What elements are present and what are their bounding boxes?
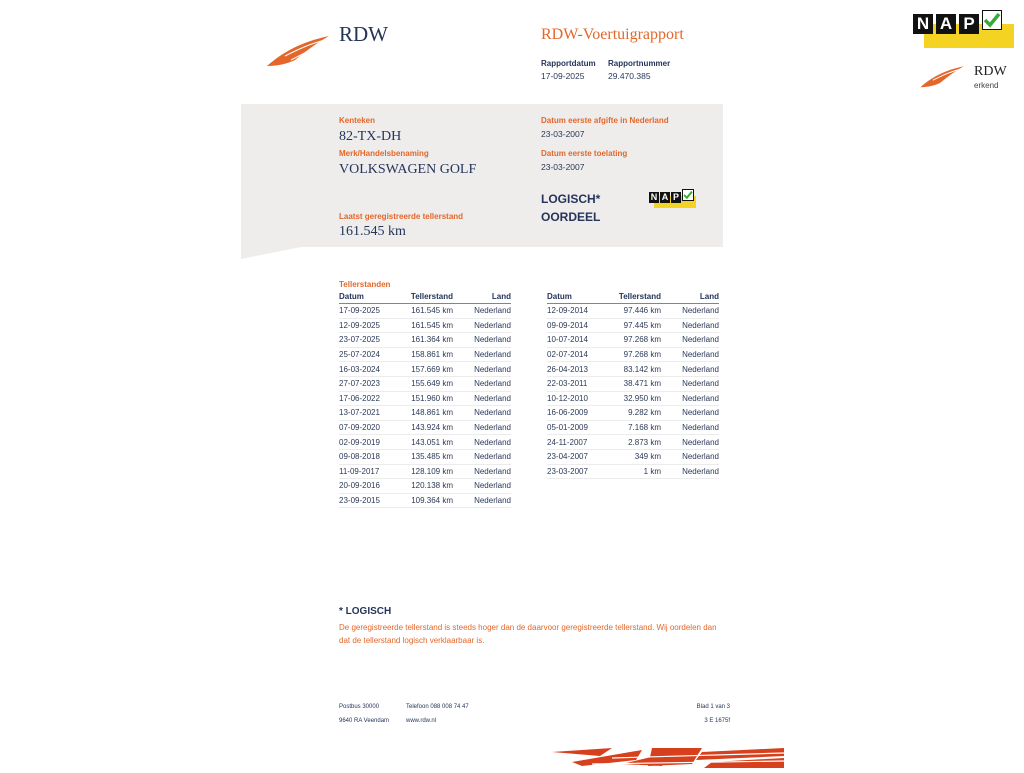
cell-date: 26-04-2013 <box>547 362 609 377</box>
cell-country: Nederland <box>453 449 511 464</box>
odometer-section-title: Tellerstanden <box>339 280 391 289</box>
table-row <box>339 362 511 377</box>
table-row <box>547 333 719 348</box>
cell-mileage: 161.545 km <box>401 304 453 319</box>
mileage-value: 161.545 km <box>339 224 406 239</box>
column-header-date: Datum <box>547 292 609 304</box>
first-admission-label: Datum eerste toelating <box>541 149 628 158</box>
table-row <box>339 464 511 479</box>
cell-country: Nederland <box>453 318 511 333</box>
rdw-logo-text: RDW <box>339 22 388 46</box>
mileage-label: Laatst geregistreerde tellerstand <box>339 212 464 221</box>
nap-letter: P <box>672 192 679 202</box>
make-value: VOLKSWAGEN GOLF <box>339 162 477 177</box>
cell-date: 02-09-2019 <box>339 435 401 450</box>
cell-date: 20-09-2016 <box>339 479 401 494</box>
footer-code: 3 E 1675f <box>704 718 730 724</box>
cell-mileage: 97.268 km <box>609 333 661 348</box>
cell-country: Nederland <box>661 362 719 377</box>
cell-date: 23-09-2015 <box>339 493 401 508</box>
cell-country: Nederland <box>661 376 719 391</box>
cell-mileage: 109.364 km <box>401 493 453 508</box>
cell-mileage: 97.445 km <box>609 318 661 333</box>
cell-country: Nederland <box>453 406 511 421</box>
rdw-erkend-subtext: erkend <box>974 81 999 90</box>
table-row <box>339 420 511 435</box>
cell-date: 10-12-2010 <box>547 391 609 406</box>
report-date-label: Rapportdatum <box>541 59 596 68</box>
footnote-title: * LOGISCH <box>339 606 392 617</box>
footer-web-link[interactable]: www.rdw.nl <box>406 718 437 724</box>
make-label: Merk/Handelsbenaming <box>339 149 429 158</box>
footer-page-number: Blad 1 van 3 <box>696 704 730 710</box>
cell-mileage: 158.861 km <box>401 347 453 362</box>
cell-date: 16-03-2024 <box>339 362 401 377</box>
rdw-wing-icon <box>265 30 331 70</box>
table-row <box>339 304 511 319</box>
first-nl-label: Datum eerste afgifte in Nederland <box>541 116 669 125</box>
cell-country: Nederland <box>453 304 511 319</box>
table-row <box>339 435 511 450</box>
cell-country: Nederland <box>453 479 511 494</box>
table-row <box>339 333 511 348</box>
cell-country: Nederland <box>453 464 511 479</box>
report-date: 17-09-2025 <box>541 71 585 81</box>
plate-label: Kenteken <box>339 116 376 125</box>
table-row <box>547 347 719 362</box>
table-row <box>547 406 719 421</box>
cell-country: Nederland <box>661 435 719 450</box>
cell-date: 13-07-2021 <box>339 406 401 421</box>
cell-date: 10-07-2014 <box>547 333 609 348</box>
footer-city: 9640 RA Veendam <box>339 718 390 724</box>
rdw-erkend-text: RDW <box>974 64 1007 79</box>
cell-date: 12-09-2025 <box>339 318 401 333</box>
cell-mileage: 120.138 km <box>401 479 453 494</box>
table-row <box>339 376 511 391</box>
cell-mileage: 143.051 km <box>401 435 453 450</box>
cell-date: 11-09-2017 <box>339 464 401 479</box>
report-number-label: Rapportnummer <box>608 59 671 68</box>
cell-country: Nederland <box>453 435 511 450</box>
rdw-erkend-logo <box>917 62 1017 92</box>
rdw-stripes-graphic <box>552 746 784 768</box>
cell-country: Nederland <box>453 362 511 377</box>
rdw-wing-icon <box>917 62 967 90</box>
cell-date: 23-03-2007 <box>547 464 609 479</box>
cell-mileage: 143.924 km <box>401 420 453 435</box>
cell-mileage: 161.545 km <box>401 318 453 333</box>
cell-country: Nederland <box>453 391 511 406</box>
column-header-country: Land <box>661 292 719 304</box>
cell-date: 02-07-2014 <box>547 347 609 362</box>
footnote-line2: dat de tellerstand logisch verklaarbaar is. <box>339 636 485 645</box>
cell-date: 24-11-2007 <box>547 435 609 450</box>
cell-mileage: 97.268 km <box>609 347 661 362</box>
table-row <box>339 479 511 494</box>
cell-country: Nederland <box>453 420 511 435</box>
table-header-row <box>547 292 719 304</box>
cell-date: 05-01-2009 <box>547 420 609 435</box>
cell-mileage: 9.282 km <box>609 406 661 421</box>
cell-date: 09-09-2014 <box>547 318 609 333</box>
table-row <box>339 347 511 362</box>
vehicle-panel-tail <box>241 247 301 259</box>
cell-date: 07-09-2020 <box>339 420 401 435</box>
nap-letter: N <box>650 192 658 202</box>
cell-mileage: 32.950 km <box>609 391 661 406</box>
first-admission-value: 23-03-2007 <box>541 162 585 172</box>
column-header-date: Datum <box>339 292 401 304</box>
cell-mileage: 7.168 km <box>609 420 661 435</box>
cell-mileage: 128.109 km <box>401 464 453 479</box>
cell-country: Nederland <box>661 318 719 333</box>
table-row <box>547 376 719 391</box>
cell-date: 12-09-2014 <box>547 304 609 319</box>
table-row <box>547 449 719 464</box>
verdict-line1: LOGISCH* <box>541 192 601 206</box>
cell-date: 17-09-2025 <box>339 304 401 319</box>
nap-badge-small <box>649 189 697 209</box>
cell-country: Nederland <box>453 493 511 508</box>
cell-mileage: 2.873 km <box>609 435 661 450</box>
cell-country: Nederland <box>453 376 511 391</box>
cell-country: Nederland <box>661 464 719 479</box>
odometer-table-left <box>339 292 511 508</box>
cell-date: 23-07-2025 <box>339 333 401 348</box>
table-row <box>339 493 511 508</box>
column-header-mileage: Tellerstand <box>401 292 453 304</box>
table-row <box>547 420 719 435</box>
nap-letter: P <box>959 14 979 34</box>
cell-country: Nederland <box>661 406 719 421</box>
cell-mileage: 349 km <box>609 449 661 464</box>
cell-country: Nederland <box>661 420 719 435</box>
cell-country: Nederland <box>661 304 719 319</box>
footer-postbus: Postbus 30000 <box>339 704 380 710</box>
table-row <box>547 362 719 377</box>
rdw-logo <box>265 30 335 70</box>
table-row <box>339 449 511 464</box>
cell-country: Nederland <box>661 333 719 348</box>
table-row <box>339 391 511 406</box>
plate-value: 82-TX-DH <box>339 129 402 144</box>
odometer-table-right <box>547 292 719 479</box>
table-row <box>547 464 719 479</box>
cell-mileage: 148.861 km <box>401 406 453 421</box>
vehicle-panel <box>241 104 723 247</box>
first-nl-value: 23-03-2007 <box>541 129 585 139</box>
cell-date: 22-03-2011 <box>547 376 609 391</box>
cell-date: 09-08-2018 <box>339 449 401 464</box>
cell-date: 23-04-2007 <box>547 449 609 464</box>
table-row <box>339 406 511 421</box>
cell-country: Nederland <box>453 347 511 362</box>
cell-mileage: 151.960 km <box>401 391 453 406</box>
cell-country: Nederland <box>661 347 719 362</box>
cell-date: 25-07-2024 <box>339 347 401 362</box>
cell-country: Nederland <box>661 449 719 464</box>
table-row <box>547 304 719 319</box>
table-row <box>339 318 511 333</box>
column-header-mileage: Tellerstand <box>609 292 661 304</box>
cell-country: Nederland <box>661 391 719 406</box>
cell-date: 17-06-2022 <box>339 391 401 406</box>
table-row <box>547 435 719 450</box>
table-row <box>547 318 719 333</box>
nap-letter: A <box>661 192 669 202</box>
cell-mileage: 1 km <box>609 464 661 479</box>
cell-mileage: 161.364 km <box>401 333 453 348</box>
report-number: 29.470.385 <box>608 71 651 81</box>
column-header-country: Land <box>453 292 511 304</box>
cell-date: 16-06-2009 <box>547 406 609 421</box>
cell-mileage: 157.669 km <box>401 362 453 377</box>
footnote-line1: De geregistreerde tellerstand is steeds hoger dan de daarvoor geregistreerde tellerstand. Wij oordelen dan <box>339 623 717 632</box>
cell-date: 27-07-2023 <box>339 376 401 391</box>
checkmark-icon <box>982 10 1002 30</box>
cell-mileage: 83.142 km <box>609 362 661 377</box>
verdict-line2: OORDEEL <box>541 210 601 224</box>
nap-letter: N <box>913 14 933 34</box>
table-row <box>547 391 719 406</box>
cell-mileage: 155.649 km <box>401 376 453 391</box>
report-title: RDW-Voertuigrapport <box>541 26 684 43</box>
table-header-row <box>339 292 511 304</box>
cell-country: Nederland <box>453 333 511 348</box>
cell-mileage: 97.446 km <box>609 304 661 319</box>
checkmark-icon <box>682 189 694 201</box>
nap-letter: A <box>936 14 956 34</box>
cell-mileage: 135.485 km <box>401 449 453 464</box>
cell-mileage: 38.471 km <box>609 376 661 391</box>
footer-phone: Telefoon 088 008 74 47 <box>406 704 469 710</box>
